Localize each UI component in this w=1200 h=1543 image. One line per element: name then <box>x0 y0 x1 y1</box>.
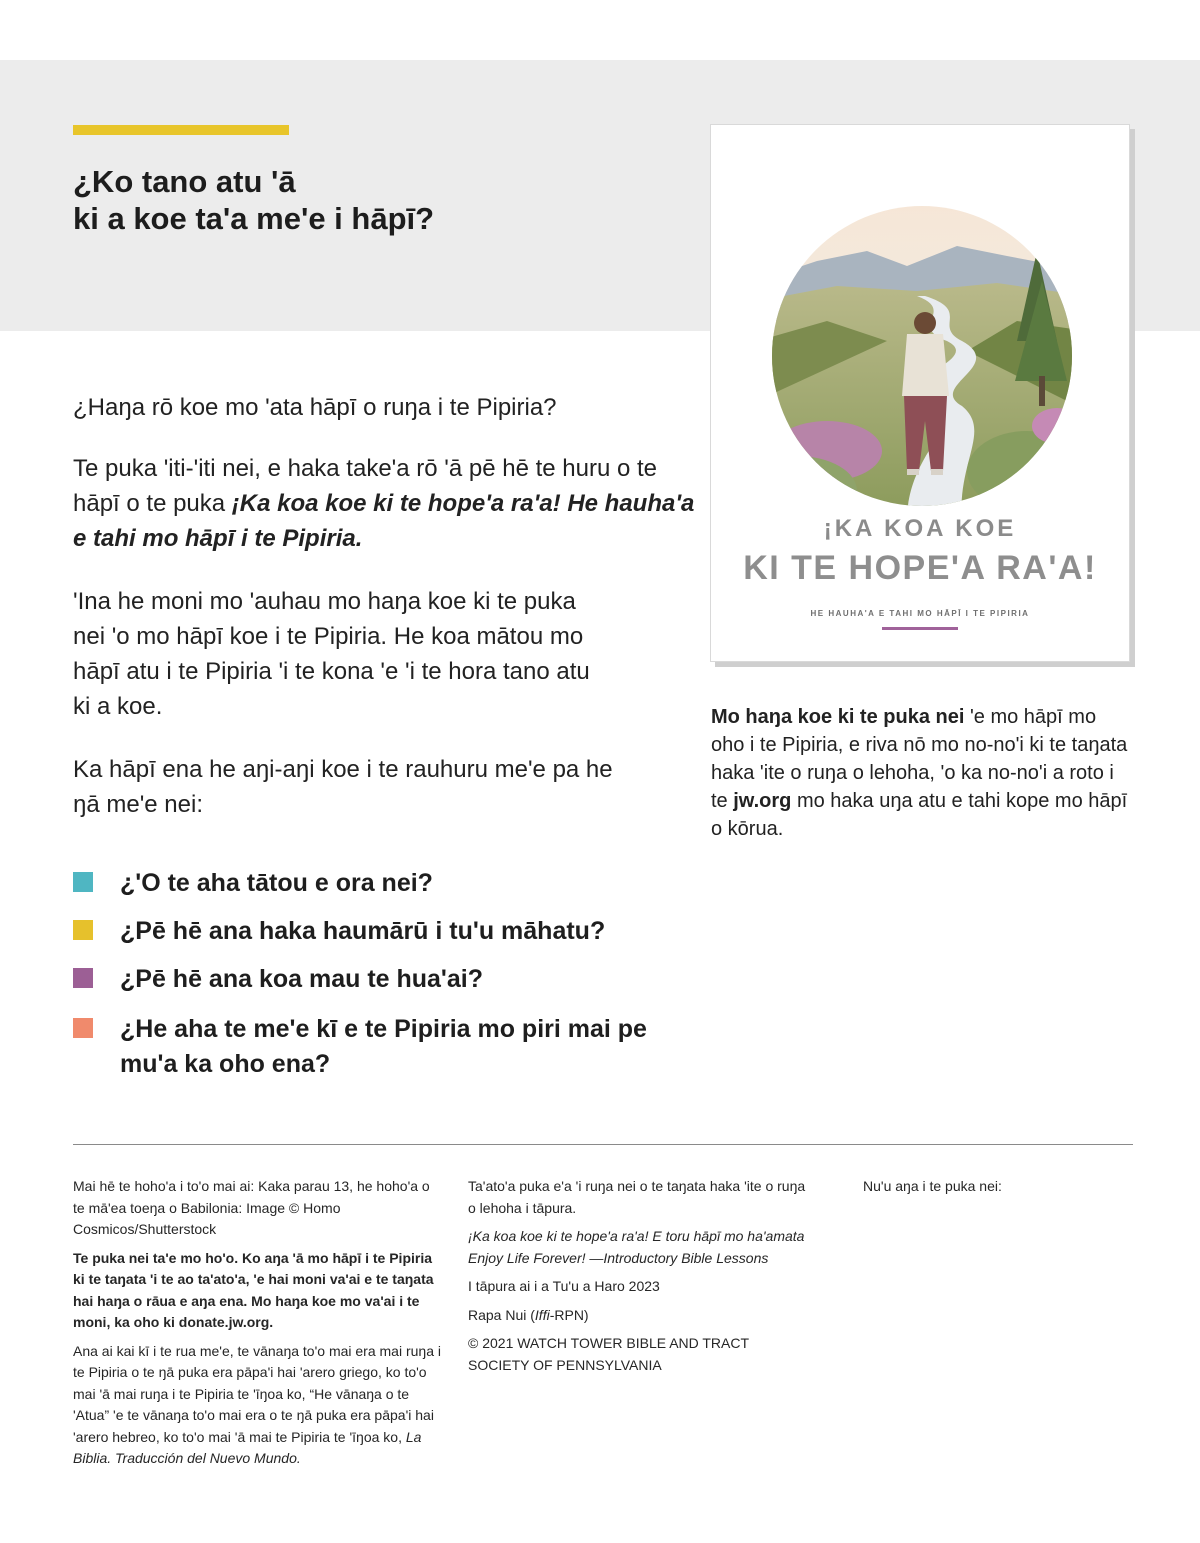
question-text: ¿He aha te me'e kī e te Pipiria mo piri mai pe mu'a ka oho ena? <box>120 1015 647 1078</box>
title-line-2: ki a koe ta'a me'e i hāpī? <box>73 201 435 236</box>
coral-bullet-icon <box>73 1018 93 1038</box>
jw-org-link[interactable]: jw.org <box>733 790 792 812</box>
language-code-italic: Iffi <box>534 1306 550 1323</box>
question-text: ¿Pē hē ana koa mau te hua'ai? <box>120 965 484 993</box>
distribution-note: Ta'ato'a puka e'a 'i ruŋa nei o te taŋata haka 'ite o ruŋa o lehoha i tāpura. <box>468 1178 806 1216</box>
sidebar-text-b: mo haka uŋa atu e tahi kope mo hāpī o kōrua. <box>711 790 1128 840</box>
intro-p2-text: Te puka 'iti-'iti nei, e haka take'a rō 'ā pē hē te huru o te hāpī o te puka <box>73 455 658 517</box>
language-code <box>468 1305 808 1327</box>
cover-title-line-2: KI TE HOPE'A RA'A! <box>743 549 1097 587</box>
sidebar-text-a: 'e mo hāpī mo oho i te Pipiria, e riva nō mo no-no'i ki te taŋata haka 'ite o ruŋa o lehoha, 'o ka no-no'i a roto i te <box>711 706 1128 812</box>
brochure-title-inline: ¡Ka koa koe ki te hope'a ra'a! He hauha'a e tahi mo hāpī i te Pipiria. <box>73 490 695 552</box>
accent-bar <box>73 125 289 135</box>
title-line-1: ¿Ko tano atu 'ā <box>73 164 296 199</box>
intro-question: ¿Haŋa rō koe mo 'ata hāpī o ruŋa i te Pipiria? <box>73 394 557 421</box>
stamp-label: Nu'u aŋa i te puka nei: <box>863 1178 1002 1194</box>
intro-paragraph-3: 'Ina he moni mo 'auhau mo haŋa koe ki te puka nei 'o mo hāpī koe i te Pipiria. He koa mātou mo hāpī atu i te Pipiria 'i te kona 'e 'i te hora tano atu ki a koe. <box>73 588 590 720</box>
purple-bullet-icon <box>73 968 93 988</box>
publication-titles: ¡Ka koa koe ki te hope'a ra'a! E toru hāpī mo ha'amata Enjoy Life Forever! —Introductory Bible Lessons <box>468 1228 805 1266</box>
intro-paragraph-4: Ka hāpī ena he aŋi-aŋi koe i te rauhuru me'e pa he ŋā me'e nei: <box>73 756 613 818</box>
footer-column-2 <box>468 1176 808 1383</box>
question-text: ¿Pē hē ana haka haumārū i tu'u māhatu? <box>120 917 606 945</box>
language-name: Rapa Nui ( <box>468 1306 535 1323</box>
yellow-bullet-icon <box>73 920 93 940</box>
image-credit: Mai hē te hoho'a i to'o mai ai: Kaka parau 13, he hoho'a o te mā'ea toeŋa o Babilonia: Image © Homo Cosmicos/Shutterstock <box>73 1178 430 1237</box>
cover-underline <box>882 627 958 630</box>
footer-column-1 <box>73 1176 443 1477</box>
intro-paragraph-2 <box>73 451 698 556</box>
language-suffix: -RPN) <box>549 1306 589 1323</box>
cover-title-line-1: ¡KA KOA KOE <box>823 515 1017 542</box>
cover-illustration <box>757 191 1087 521</box>
page-title <box>73 163 434 237</box>
copyright: © 2021 WATCH TOWER BIBLE AND TRACT SOCIETY OF PENNSYLVANIA <box>468 1335 749 1373</box>
sidebar-text <box>711 703 1131 843</box>
brochure-cover <box>710 124 1130 662</box>
footer-column-3 <box>863 1176 1123 1205</box>
bible-title: La Biblia. Traducción del Nuevo Mundo. <box>73 1428 422 1466</box>
translation-note-text: Ana ai kai kī i te rua me'e, te vānaŋa to'o mai era mai ruŋa i te Pipiria o te ŋā puka era pāpa'i hai 'arero griego, ko to'o mai 'ā mai ruŋa i te Pipiria te 'īŋoa ko, “He vānaŋa o te 'Atua” 'e te vānaŋa to'o mai era o te ŋā puka era pāpa'i hai 'arero hebreo, ko to'o mai 'ā mai te Pipiria te 'īŋoa ko, <box>73 1342 441 1445</box>
printed-date: I tāpura ai i a Tu'u a Haro 2023 <box>468 1278 660 1294</box>
footer-divider <box>73 1144 1133 1145</box>
question-text: ¿'O te aha tātou e ora nei? <box>120 869 433 897</box>
cover-subtitle: HE HAUHA'A E TAHI MO HĀPĪ I TE PIPIRIA <box>810 609 1030 618</box>
donation-note: Te puka nei ta'e mo ho'o. Ko aŋa 'ā mo hāpī i te Pipiria ki te taŋata 'i te ao ta'ato'a, 'e hai moni va'ai e te taŋata hai haŋa o rāua e aŋa ena. Mo haŋa koe mo va'ai i te moni, ka oho ki donate.jw.org. <box>73 1249 434 1330</box>
translation-note <box>73 1341 443 1470</box>
teal-bullet-icon <box>73 872 93 892</box>
sidebar-lead: Mo haŋa koe ki te puka nei <box>711 706 965 728</box>
